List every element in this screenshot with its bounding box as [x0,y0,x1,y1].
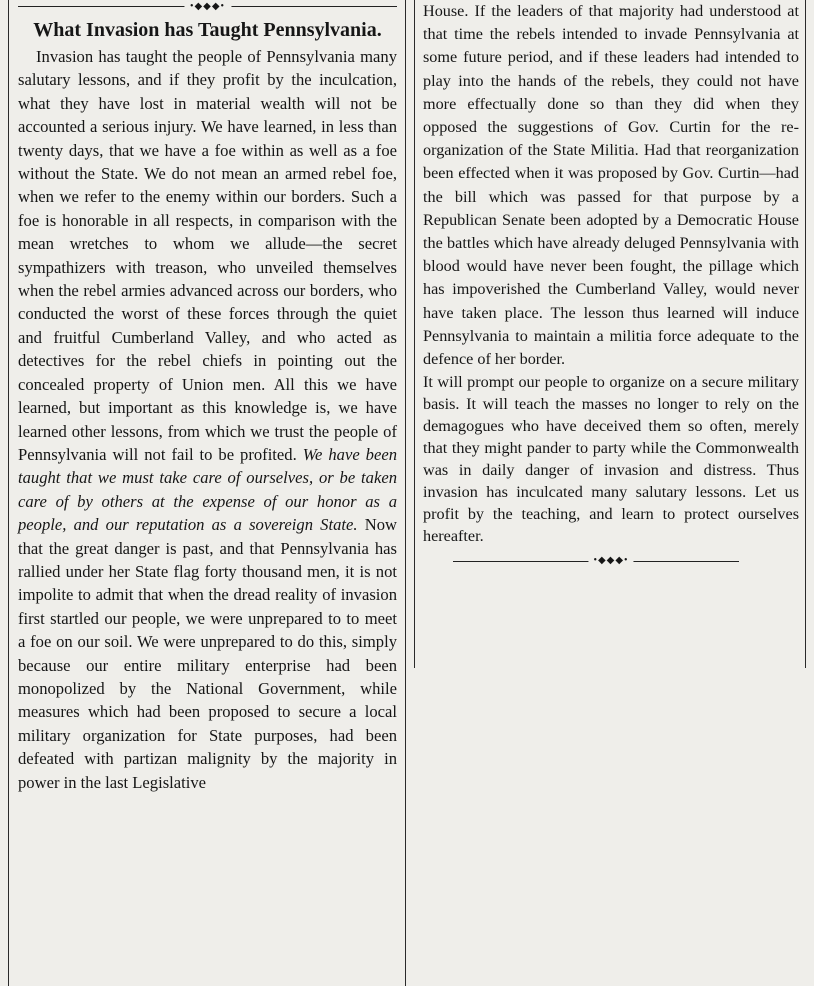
article-headline: What Invasion has Taught Pennsylvania. [33,19,382,41]
article-body-right [423,0,799,371]
right-paragraph-1: House. If the leaders of that majority had understood at that time the rebels intended to invade Pennsylvania at some future period, and if these leaders had intended to play into the hands of the rebels, they could not have more effectually done so than they did when they opposed the suggestions of Gov. Curtin for the re-organization of the State Militia. Had that reorganization been effected when it was proposed by Gov. Curtin—had the bill which was passed for that purpose by a Republican Senate been adopted by a Democratic House the battles which have already deluged Pennsylvania with blood would have never been fought, the pillage which has impoverished the Cumberland Valley, would never have taken place. The lesson thus learned will induce Pennsylvania to maintain a militia force adequate to the defence of her border. [423,2,799,369]
right-paragraph-2: It will prompt our people to organize on a secure military basis. It will teach the masses no longer to rely on the demagogues who have deceived them so often, merely that they might pander to party while the Commonwealth was in daily danger of invasion and distress. Thus invasion has inculcated many salutary lessons. Let us profit by the teaching, and learn to protect ourselves hereafter. [423,373,799,546]
end-rule [423,553,799,569]
left-italic-passage: We have been taught that we must take care of ourselves, or be taken care of by others at the expense of our honor as a people, and our reputation as a sovereign State. [18,444,397,535]
right-column [414,0,806,668]
ornament-icon: •◆◆◆• [184,1,231,13]
left-paragraph-2: Now that the great danger is past, and that Pennsylvania has rallied under her State flag forty thousand men, it is not impolite to admit that when the dread reality of invasion first startled our people, we were unprepared to to meet a foe on our soil. We were unprepared to do this, simply because our entire military enterprise had been monopolized by the National Government, while measures which had been proposed to secure a local military organization for State purposes, had been defeated with partizan malignity by the majority in power in the last Legislative [18,515,397,792]
article-body-right-end [423,371,799,547]
left-paragraph-1: Invasion has taught the people of Pennsylvania many salutary lessons, and if they profit by the inculcation, what they have lost in material wealth will not be accounted a serious injury. We have learned, in less than twenty days, that we have a foe within as well as a foe without the State. We do not mean an armed rebel foe, when we refer to the enemy within our borders. Such a foe is honorable in all respects, in comparison with the mean wretches to whom we allude—the secret sympathizers with treason, who unveiled themselves when the rebel armies advanced across our borders, who conducted the worst of these forces through the quiet and fruitful Cumberland Valley, and who acted as detectives for the rebel chiefs in pointing out the concealed property of Union men. All this we have learned, but important as this knowledge is, we have learned other lessons, from which we trust the people of Pennsylvania will not fail to be profited. [18,47,397,464]
article-body-left [18,45,397,794]
top-rule-left [18,0,397,14]
end-ornament-icon: •◆◆◆• [588,555,633,567]
left-column [8,0,406,986]
